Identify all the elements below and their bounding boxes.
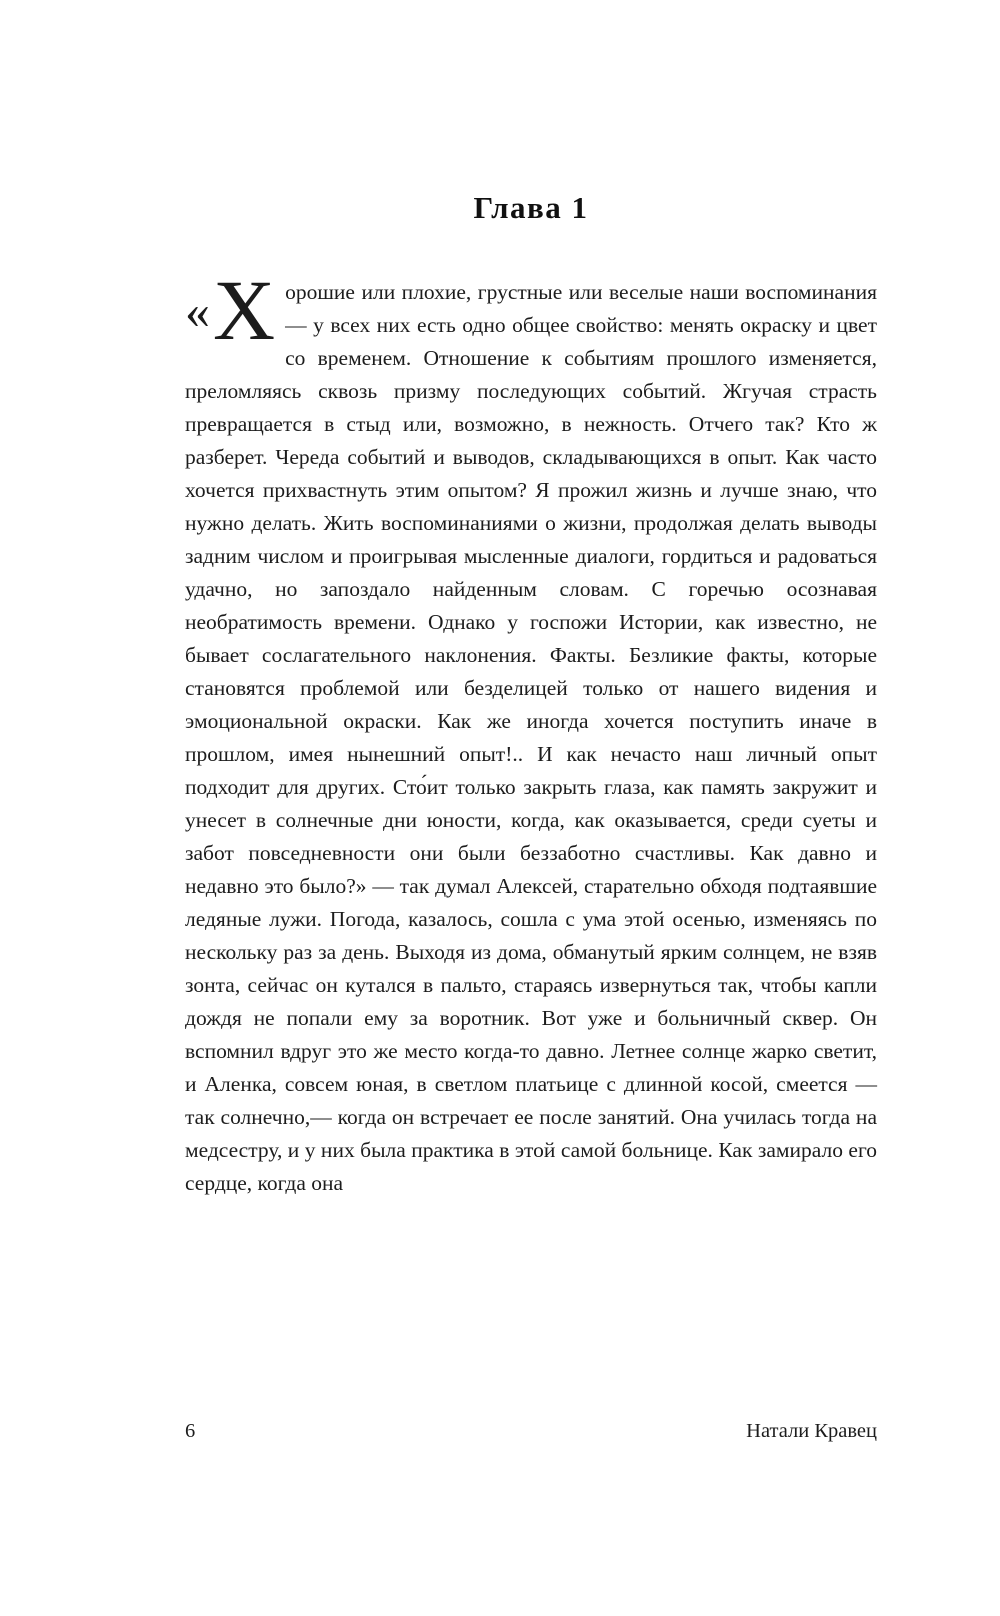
page-footer: [185, 1420, 877, 1443]
drop-cap: [185, 262, 276, 359]
opening-quote-mark: «: [185, 283, 210, 339]
paragraph: [185, 262, 877, 1200]
page-content: [185, 190, 877, 1200]
chapter-title: Глава 1: [473, 190, 589, 225]
page-number: 6: [185, 1420, 196, 1442]
paragraph-text: орошие или плохие, грустные или веселые наши воспоминания — у всех них есть одно общее свойство: менять окраску и цвет со временем. Отношение к событиям прошлого изменяется, преломляясь сквозь призму последующих событий. Жгучая страсть превращается в стыд или, возможно, в нежность. Отчего так? Кто ж разберет. Череда событий и выводов, складывающихся в опыт. Как часто хочется прихвастнуть этим опытом? Я прожил жизнь и лучше знаю, что нужно делать. Жить воспоминаниями о жизни, продолжая делать выводы задним числом и проигрывая мысленные диалоги, гордиться и радоваться удачно, но запоздало найденным словам. С горечью осознавая необратимость времени. Однако у госпожи Истории, как известно, не бывает сослагательного наклонения. Факты. Безликие факты, которые становятся проблемой или безделицей только от нашего видения и эмоциональной окраски. Как же иногда хочется поступить иначе в прошлом, имея нынешний опыт!.. И как нечасто наш личный опыт подходит для других. Сто́ит только закрыть глаза, как память закружит и унесет в солнечные дни юности, когда, как оказывается, среди суеты и забот повседневности они были беззаботно счастливы. Как давно и недавно это было?» — так думал Алексей, старательно обходя подтаявшие ледяные лужи. Погода, казалось, сошла с ума этой осенью, изменяясь по нескольку раз за день. Выходя из дома, обманутый ярким солнцем, не взяв зонта, сейчас он кутался в пальто, стараясь извернуться так, чтобы капли дождя не попали ему за воротник. Вот уже и больничный сквер. Он вспомнил вдруг это же место когда-то давно. Летнее солнце жарко светит, и Аленка, совсем юная, в светлом платьице с длинной косой, смеется — так солнечно,— когда он встречает ее после занятий. Она училась тогда на медсестру, и у них была практика в этой самой больнице. Как замирало его сердце, когда она: [185, 280, 877, 1195]
drop-cap-letter: Х: [213, 262, 276, 359]
author-name: Натали Кравец: [746, 1420, 877, 1442]
